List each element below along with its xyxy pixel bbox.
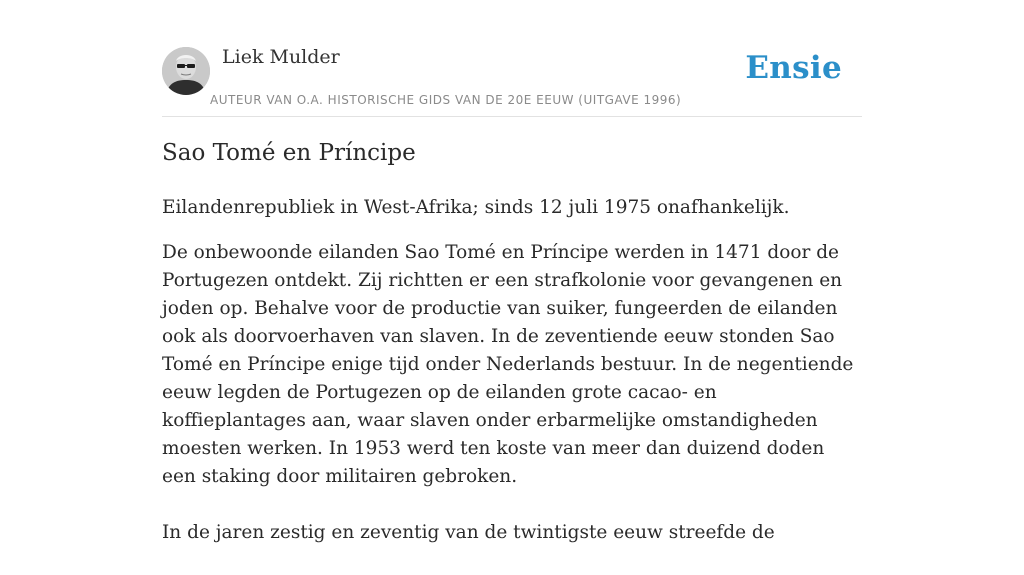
- article-container: [162, 0, 862, 543]
- article-title: Sao Tomé en Príncipe: [162, 140, 416, 166]
- author-header: [162, 0, 862, 117]
- ensie-logo[interactable]: Ensie: [745, 50, 842, 86]
- author-name[interactable]: Liek Mulder: [222, 46, 340, 68]
- article-paragraph: De onbewoonde eilanden Sao Tomé en Príncipe werden in 1471 door de Portugezen ontdekt. Zij richtten er een strafkolonie voor gevangenen en joden op. Behalve voor de productie van suiker, fungeerden de eilanden ook als doorvoerhaven van slaven. In de zeventiende eeuw stonden Sao Tomé en Príncipe enige tijd onder Nederlands bestuur. In de negentiende eeuw legden de Portugezen op de eilanden grote cacao- en koffieplantages aan, waar slaven onder erbarmelijke omstandigheden moesten werken. In 1953 werd ten koste van meer dan duizend doden een staking door militairen gebroken.: [162, 242, 854, 487]
- author-photo-icon: [162, 47, 210, 95]
- article-lead: Eilandenrepubliek in West-Afrika; sinds 12 juli 1975 onafhankelijk.: [162, 197, 790, 218]
- avatar[interactable]: [162, 47, 210, 95]
- author-bio: AUTEUR VAN O.A. HISTORISCHE GIDS VAN DE 20E EEUW (UITGAVE 1996): [210, 93, 682, 107]
- article-paragraph: In de jaren zestig en zeventig van de twintigste eeuw streefde de: [162, 522, 775, 543]
- article-body: [162, 239, 862, 575]
